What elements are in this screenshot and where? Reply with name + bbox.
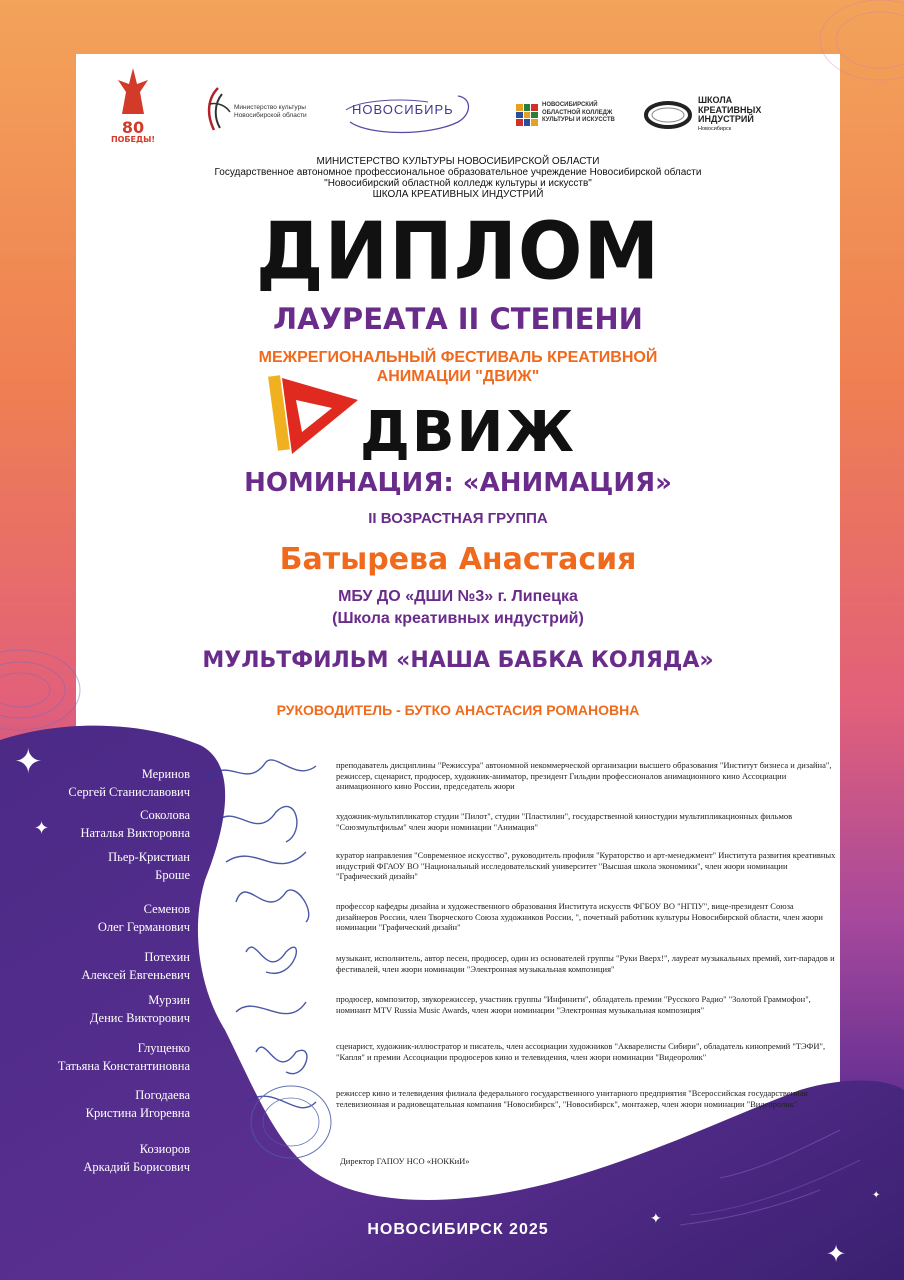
dvizh-play-icon — [262, 366, 366, 466]
sparkle-icon: ✦ — [650, 1210, 662, 1226]
college-logo — [516, 102, 626, 132]
sparkle-icon: ✦ — [34, 818, 50, 838]
jury-given-name: Олег Германович — [97, 920, 190, 934]
school-line4: Новосибирск — [698, 125, 732, 132]
header-line3: "Новосибирский областной колледж культуры и искусств" — [324, 178, 592, 189]
jury-member-name — [81, 806, 190, 842]
jury-member-name — [83, 1140, 190, 1176]
nomination: НОМИНАЦИЯ: «АНИМАЦИЯ» — [244, 468, 672, 498]
supervisor: РУКОВОДИТЕЛЬ - БУТКО АНАСТАСИЯ РОМАНОВНА — [276, 702, 640, 718]
sparkle-icon: ✦ — [826, 1241, 847, 1268]
jury-surname: Мурзин — [148, 993, 190, 1007]
jury-member-name — [90, 991, 190, 1027]
monument-icon — [110, 66, 156, 116]
header-block — [76, 156, 840, 200]
jury-member-desc: художник-мультипликатор студии "Пилот", студии "Пластилин", государственной киностудии мультипликационных фильмов "Союзмультфильм" член жюри номинации "Анимация" — [336, 811, 793, 832]
jury-given-name: Кристина Игоревна — [85, 1106, 190, 1120]
novosibir-logo — [340, 92, 480, 142]
school-name-line1: МБУ ДО «ДШИ №3» г. Липецка — [338, 588, 578, 605]
jury-surname: Потехин — [144, 950, 190, 964]
jury-given-name: Сергей Станиславович — [68, 785, 190, 799]
jury-member-desc: музыкант, исполнитель, автор песен, продюсер, один из основателей группы "Руки Вверх!", лауреат музыкальных премий, хит-парадов и фестивалей, член жюри номинации "Электронная музыкальная композиция" — [336, 953, 835, 974]
college-emblem-icon — [516, 104, 538, 126]
college-line3: КУЛЬТУРЫ И ИСКУССТВ — [542, 117, 615, 123]
jury-member-desc: преподаватель дисциплины "Режиссура" автономной некоммерческой организации высшего образования "Институт бизнеса и дизайна", режиссер, сценарист, продюсер, художник-аниматор, президент Гильдии профессионалов анимационного кино Ассоциации анимационного кино России, председатель жюри — [336, 760, 832, 791]
jury-member-name — [58, 1039, 190, 1075]
dvizh-logo-text: ДВИЖ — [360, 400, 576, 465]
ministry-logo — [200, 84, 310, 134]
header-line4: ШКОЛА КРЕАТИВНЫХ ИНДУСТРИЙ — [372, 189, 544, 200]
festival-line2: АНИМАЦИИ "ДВИЖ" — [376, 368, 540, 385]
victory-word: ПОБЕДЫ! — [110, 135, 156, 144]
creative-school-ring-icon — [642, 98, 694, 132]
festival-line1: МЕЖРЕГИОНАЛЬНЫЙ ФЕСТИВАЛЬ КРЕАТИВНОЙ — [258, 349, 658, 366]
footer-city: НОВОСИБИРСК 2025 — [367, 1221, 549, 1238]
jury-surname: Погодаева — [135, 1088, 190, 1102]
ministry-line1: Министерство культуры — [234, 104, 306, 111]
ministry-line2: Новосибирской области — [234, 112, 307, 119]
jury-member-name — [68, 765, 190, 801]
laureate-degree: ЛАУРЕАТА II СТЕПЕНИ — [273, 302, 643, 336]
festival-name — [76, 348, 840, 386]
jury-given-name: Наталья Викторовна — [80, 826, 190, 840]
age-group: II ВОЗРАСТНАЯ ГРУППА — [368, 510, 548, 527]
jury-member-name — [108, 848, 190, 884]
victory-80-logo — [108, 66, 158, 150]
jury-surname: Соколова — [140, 808, 190, 822]
victory-number: 80 — [121, 118, 145, 137]
recipient-name: Батырева Анастасия — [279, 542, 637, 577]
director-title: Директор ГАПОУ НСО «НОККиИ» — [340, 1156, 470, 1166]
logos-row — [100, 66, 800, 156]
diploma-title: ДИПЛОМ — [255, 203, 661, 298]
jury-given-name: Броше — [155, 868, 190, 882]
ministry-emblem-icon — [200, 84, 234, 134]
school-line1: ШКОЛА — [698, 95, 733, 105]
sparkle-icon: ✦ — [872, 1190, 881, 1201]
jury-member-desc: куратор направления "Современное искусство", руководитель профиля "Кураторство и арт-менеджмент" Института развития креативных индустрий ФГАОУ ВО "Национальный исследовательский университет "Высшая школа экономики", член жюри номинации "Графический дизайн" — [336, 850, 836, 881]
jury-given-name: Татьяна Константиновна — [57, 1059, 190, 1073]
jury-member-name — [86, 1086, 190, 1122]
jury-surname: Меринов — [141, 767, 190, 781]
jury-surname: Козиоров — [139, 1142, 190, 1156]
jury-member-desc: сценарист, художник-иллюстратор и писатель, член ассоциации художников "Акварелисты Сибири", обладатель кинопремий "ТЭФИ", "Капля" и премии Ассоциации продюсеров кино и телевидения, член жюри номинации "Видеоролик" — [336, 1041, 826, 1062]
jury-surname: Пьер-Кристиан — [108, 850, 190, 864]
college-line2: ОБЛАСТНОЙ КОЛЛЕДЖ — [542, 109, 613, 116]
jury-surname: Глущенко — [137, 1041, 190, 1055]
school-line3: ИНДУСТРИЙ — [698, 114, 754, 124]
recipient-school — [76, 586, 840, 630]
school-name-line2: (Школа креативных индустрий) — [332, 610, 584, 627]
jury-member-name — [81, 948, 190, 984]
jury-given-name: Алексей Евгеньевич — [81, 968, 190, 982]
school-line2: КРЕАТИВНЫХ — [698, 104, 762, 115]
header-line2: Государственное автономное профессиональное образовательное учреждение Новосибирской области — [214, 167, 702, 178]
film-title: МУЛЬТФИЛЬМ «НАША БАБКА КОЛЯДА» — [202, 648, 714, 673]
novosibir-text: НОВОСИБИРЬ — [352, 102, 454, 117]
college-line1: НОВОСИБИРСКИЙ — [542, 102, 598, 108]
jury-member-name — [98, 900, 190, 936]
jury-member-desc: продюсер, композитор, звукорежиссер, участник группы "Инфинити", обладатель премии "Русского Радио" "Золотой Граммофон", номинант MTV Russia Music Awards, член жюри номинации "Электронная музыкальная композиция" — [336, 994, 811, 1015]
jury-given-name: Аркадий Борисович — [83, 1160, 190, 1174]
signatures-icon — [196, 752, 346, 1172]
header-line1: МИНИСТЕРСТВО КУЛЬТУРЫ НОВОСИБИРСКОЙ ОБЛАСТИ — [316, 156, 600, 167]
creative-school-logo — [642, 96, 792, 140]
sparkle-icon: ✦ — [14, 743, 43, 781]
jury-member-desc: режиссер кино и телевидения филиала федерального государственного унитарного предприятия "Всероссийская государственная телевизионная и радиовещательная компания "Новосибирск", "Новосибирск", монтажер, член жюри номинации "Видеоролик" — [336, 1088, 808, 1109]
jury-given-name: Денис Викторович — [89, 1011, 190, 1025]
jury-surname: Семенов — [143, 902, 190, 916]
jury-member-desc: профессор кафедры дизайна и художественного образования Института искусств ФГБОУ ВО "НГПУ", вице-президент Союза дизайнеров России, член Творческого Союза художников России, ", почетный работник культуры Новосибирской области, член жюри номинации "Графический дизайн" — [336, 901, 823, 932]
